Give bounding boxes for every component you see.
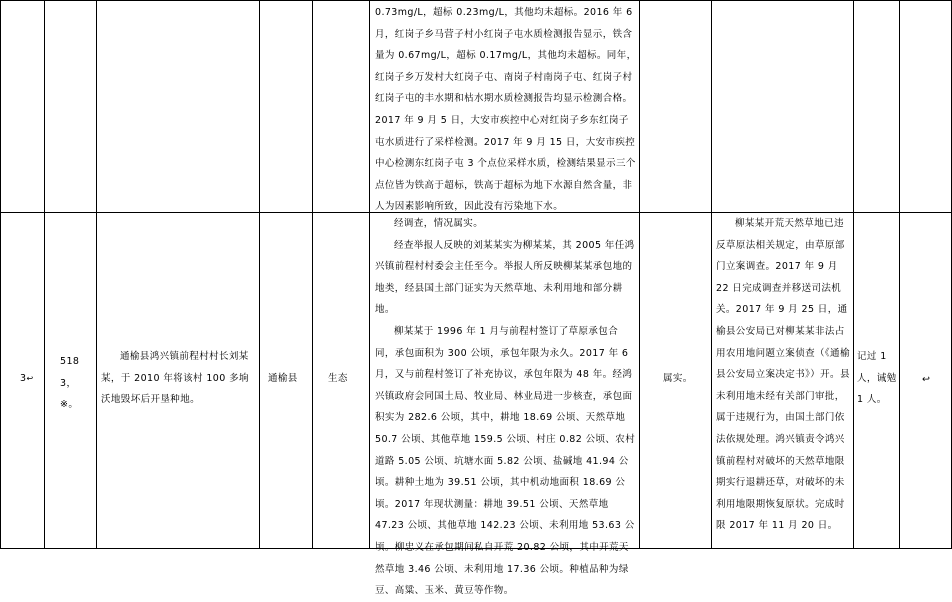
row-complaint-text: 通榆县鸿兴镇前程村村长刘某某，于 2010 年将该村 100 多垧沃地毁坏后开垦种地。 bbox=[101, 351, 249, 406]
row-index-text: 3 bbox=[20, 373, 27, 384]
row-findings bbox=[375, 213, 637, 602]
row-verified bbox=[663, 368, 709, 390]
row-verified-text: 属实。 bbox=[663, 373, 693, 384]
row-county-text: 通榆县 bbox=[268, 373, 298, 384]
row-index: 3↩ bbox=[20, 373, 34, 384]
prev-row-detail bbox=[375, 2, 637, 218]
row-type-text: 生态 bbox=[328, 373, 348, 384]
row-handling-text: 柳某某开荒天然草地已违反草原法相关规定，由草原部门立案调查。2017 年 9 月 22 日完成调查并移送司法机关。2017 年 9 月 25 日，通榆县公安局已对柳某某非法占用农用地问题立案侦查（《通榆县公安局立案决定书》）开。县未利用地未经有关部门审批，属于违规行为，由国土部门依法依规处理。鸿兴镇责令鸿兴镇前程村对破坏的天然草地限期实行退耕还草，对破坏的未利用地限期恢复原状。完成时限 2017 年 11 月 20 日。 bbox=[716, 218, 850, 532]
row-handling bbox=[716, 213, 851, 537]
prev-row-detail-text: 0.73mg/L，超标 0.23mg/L，其他均未超标。2016 年 6 月，红岗子乡马营子村小红岗子屯水质检测报告显示，铁含量为 0.67mg/L，超标 0.17mg/L，其他均未超标。同年，红岗子乡万发村大红岗子屯、南岗子村南岗子屯、红岗子村红岗子屯的丰水期和枯水期水质检测报告均显示检测合格。2017 年 9 月 5 日，大安市疾控中心对红岗子乡东红岗子屯水质进行了采样检测。2017 年 9 月 15 日，大安市疾控中心检测东红岗子屯 3 个点位采样水质，检测结果显示三个点位皆为铁高于超标，铁高于超标为地下水源自然含量，非人为因素影响所致，因此没有污染地下水。 bbox=[375, 7, 637, 213]
row-accountability bbox=[857, 346, 897, 411]
row-accountability-text: 记过 1 人，诫勉 1 人。 bbox=[857, 351, 897, 406]
row-code bbox=[60, 351, 94, 416]
row-type bbox=[328, 368, 368, 390]
findings-para-3: 柳某某于 1996 年 1 月与前程村签订了草原承包合同，承包面积为 300 公顷，承包年限为永久。2017 年 6 月，又与前程村签订了补充协议，承包年限为 48 年。经鸿兴镇政府会同国土局、牧业局、林业局进一步核查，承包面积实为 282.6 公顷，其中，耕地 18.69 公顷、天然草地 50.7 公顷、其他草地 159.5 公顷、村庄 0.82 公顷、农村道路 5.05 公顷、坑塘水面 5.82 公顷、盐碱地 41.94 公顷。耕种土地为 39.51 公顷，其中机动地面积 18.69 公顷。2017 年现状测量：耕地 39.51 公顷、天然草地 47.23 公顷、其他草地 142.23 公顷、未利用地 53.63 公顷。柳忠义在承包期间私自开荒 20.82 公顷，其中开荒天然草地 3.46 公顷、未利用地 17.36 公顷。种植品种为绿豆、高粱、玉米、黄豆等作物。 bbox=[375, 325, 636, 597]
findings-para-1: 经调查，情况属实。 bbox=[394, 218, 484, 229]
row-code-text: 5183，※。 bbox=[60, 356, 80, 411]
cell-end-mark: ↩ bbox=[922, 374, 930, 385]
row-county bbox=[268, 368, 312, 390]
findings-para-2: 经查举报人反映的刘某某实为柳某某，其 2005 年任鸿兴镇前程村村委会主任至今。举报人所反映柳某某承包地的地类，经县国土部门证实为天然草地、未利用地和部分耕地。 bbox=[375, 239, 635, 316]
row-complaint bbox=[101, 346, 255, 411]
